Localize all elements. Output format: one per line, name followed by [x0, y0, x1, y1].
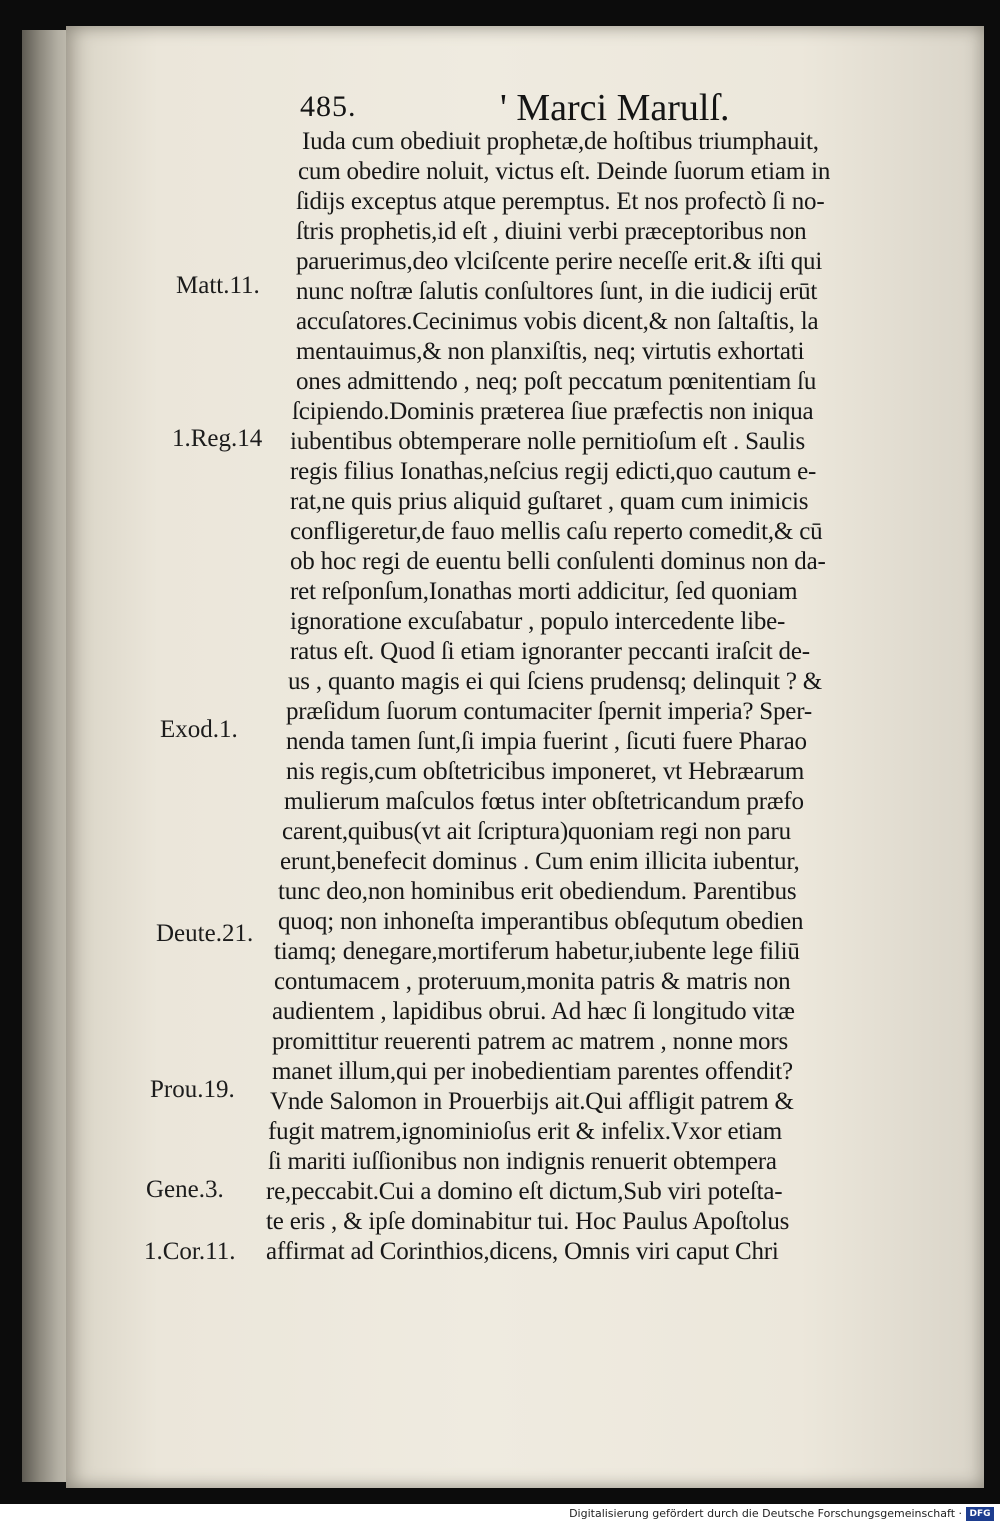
text-line: audientem , lapidibus obrui. Ad hæc ſi longitudo vitæ: [272, 998, 795, 1025]
text-line: us , quanto magis ei qui ſciens prudensq; delinquit ? &: [288, 668, 823, 695]
text-line: regis filius Ionathas,neſcius regij edicti,quo cautum e-: [290, 458, 817, 485]
text-line: paruerimus,deo vlciſcente perire neceſſe erit.& iſti qui: [296, 248, 823, 275]
text-line: confligeretur,de fauo mellis caſu reperto comedit,& cū: [290, 518, 823, 545]
text-line: carent,quibus(vt ait ſcriptura)quoniam regi non paru: [282, 818, 791, 845]
funding-credit: Digitalisierung gefördert durch die Deutsche Forschungsgemeinschaft ·: [569, 1507, 962, 1520]
running-title: ' Marci Marulſ.: [500, 87, 730, 129]
text-line: erunt,benefecit dominus . Cum enim illicita iubentur,: [280, 848, 800, 875]
margin-note: Prou.19.: [150, 1076, 235, 1103]
footer-bar: [0, 1504, 1000, 1524]
text-line: ignoratione excuſabatur , populo intercedente libe-: [290, 608, 786, 635]
text-line: ret reſponſum,Ionathas morti addicitur, ſed quoniam: [290, 578, 798, 605]
text-line: nunc noſtræ ſalutis conſultores ſunt, in die iudicij erūt: [296, 278, 818, 305]
text-line: tunc deo,non hominibus erit obediendum. Parentibus: [278, 878, 797, 905]
text-line: re,peccabit.Cui a domino eſt dictum,Sub viri poteſta-: [266, 1178, 783, 1205]
text-line: accuſatores.Cecinimus vobis dicent,& non ſaltaſtis, la: [296, 308, 819, 335]
text-line: te eris , & ipſe dominabitur tui. Hoc Paulus Apoſtolus: [266, 1208, 790, 1235]
text-line: manet illum,qui per inobedientiam parentes offendit?: [272, 1058, 793, 1085]
margin-note: 1.Cor.11.: [144, 1238, 236, 1265]
text-line: ob hoc regi de euentu belli conſulenti dominus non da-: [290, 548, 826, 575]
text-line: Iuda cum obediuit prophetæ,de hoſtibus triumphauit,: [302, 128, 819, 155]
text-line: cum obedire noluit, victus eſt. Deinde ſuorum etiam in: [298, 158, 831, 185]
text-line: tiamq; denegare,mortiferum habetur,iubente lege filiū: [274, 938, 800, 965]
text-line: promittitur reuerenti patrem ac matrem , nonne mors: [272, 1028, 789, 1055]
dfg-logo: DFG: [966, 1507, 994, 1521]
text-line: præſidum ſuorum contumaciter ſpernit imperia? Sper-: [286, 698, 812, 725]
text-line: fugit matrem,ignominioſus erit & infelix.Vxor etiam: [268, 1118, 783, 1145]
page-number: 485.: [300, 90, 357, 123]
text-line: quoq; non inhoneſta imperantibus obſequtum obedien: [278, 908, 804, 935]
text-line: affirmat ad Corinthios,dicens, Omnis viri caput Chri: [266, 1238, 779, 1265]
margin-note: 1.Reg.14: [172, 425, 263, 452]
text-line: ones admittendo , neq; poſt peccatum pœnitentiam ſu: [296, 368, 817, 395]
text-line: nenda tamen ſunt,ſi impia fuerint , ſicuti fuere Pharao: [286, 728, 807, 755]
text-line: ſidijs exceptus atque peremptus. Et nos profectò ſi no-: [296, 188, 825, 215]
text-line: nis regis,cum obſtetricibus imponeret, vt Hebræarum: [286, 758, 805, 785]
text-line: rat,ne quis prius aliquid guſtaret , quam cum inimicis: [290, 488, 809, 515]
text-line: iubentibus obtemperare nolle pernitioſum eſt . Saulis: [290, 428, 805, 455]
text-line: ſcipiendo.Dominis præterea ſiue præfectis non iniqua: [292, 398, 814, 425]
text-line: Vnde Salomon in Prouerbijs ait.Qui affligit patrem &: [270, 1088, 794, 1115]
text-line: mentauimus,& non planxiſtis, neq; virtutis exhortati: [296, 338, 805, 365]
margin-note: Exod.1.: [160, 716, 238, 743]
text-line: ratus eſt. Quod ſi etiam ignoranter peccanti iraſcit de-: [290, 638, 810, 665]
margin-note: Deute.21.: [156, 920, 254, 947]
margin-note: Gene.3.: [146, 1176, 224, 1203]
text-line: mulierum maſculos fœtus inter obſtetricandum præfo: [284, 788, 804, 815]
text-line: ſi mariti iuſſionibus non indignis renuerit obtempera: [268, 1148, 777, 1175]
text-line: contumacem , proteruum,monita patris & matris non: [274, 968, 791, 995]
margin-note: Matt.11.: [176, 272, 260, 299]
text-line: ſtris prophetis,id eſt , diuini verbi præceptoribus non: [296, 218, 807, 245]
